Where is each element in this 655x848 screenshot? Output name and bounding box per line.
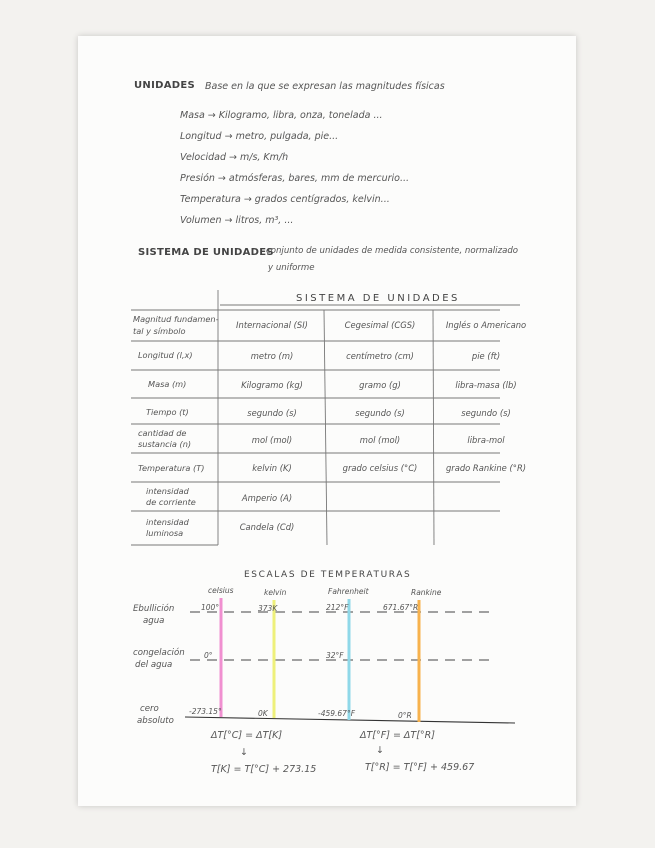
row-label-length: Longitud (l,x) — [138, 350, 193, 360]
row-label-mass: Masa (m) — [148, 379, 187, 389]
units-definition: Base en la que se expresan las magnitudes físicas — [205, 81, 445, 92]
cell-cgs-mass: gramo (g) — [359, 380, 401, 390]
units-item-temperature: Temperatura → grados centígrados, kelvin... — [180, 194, 390, 205]
row-label-substance-line-1: cantidad de — [138, 428, 187, 438]
scale-label-fahrenheit: Fahrenheit — [328, 587, 369, 596]
cell-si-mass: Kilogramo (kg) — [241, 380, 303, 390]
table-corner-line-1: Magnitud fundamen- — [133, 314, 219, 324]
value-fahrenheit-freeze: 32°F — [326, 651, 344, 660]
scale-label-celsius: celsius — [208, 586, 234, 595]
units-heading: UNIDADES — [134, 80, 195, 91]
value-kelvin-zero: 0K — [258, 709, 268, 718]
formula-delta-c-k: ΔT[°C] = ΔT[K] — [211, 730, 283, 741]
cell-cgs-length: centímetro (cm) — [346, 351, 414, 361]
units-item-volume: Volumen → litros, m³, ... — [180, 215, 294, 226]
cell-english-time: segundo (s) — [461, 408, 511, 418]
row-label-current-line-1: intensidad — [146, 486, 189, 496]
cell-si-time: segundo (s) — [247, 408, 297, 418]
units-item-velocity: Velocidad → m/s, Km/h — [180, 152, 289, 163]
cell-english-mass: libra-masa (lb) — [455, 380, 517, 390]
cell-cgs-time: segundo (s) — [355, 408, 405, 418]
header-english: Inglés o Americano — [445, 320, 527, 330]
cell-si-length: metro (m) — [250, 351, 294, 361]
arrow-down-icon: ↓ — [376, 745, 384, 756]
row-label-time: Tiempo (t) — [146, 407, 189, 417]
cell-cgs-substance: mol (mol) — [359, 435, 401, 445]
table-caption: SISTEMA DE UNIDADES — [296, 293, 460, 304]
row-boil-line-2: agua — [143, 616, 165, 626]
formula-delta-f-r: ΔT[°F] = ΔT[°R] — [360, 730, 435, 741]
row-label-luminous-line-1: intensidad — [146, 517, 189, 527]
cell-cgs-temperature: grado celsius (°C) — [342, 463, 418, 473]
scale-label-rankine: Rankine — [411, 588, 442, 597]
value-rankine-boil: 671.67°R — [383, 603, 419, 612]
system-heading: SISTEMA DE UNIDADES — [138, 247, 274, 258]
row-label-temperature: Temperatura (T) — [138, 463, 205, 473]
cell-english-temperature: grado Rankine (°R) — [445, 463, 527, 473]
row-label-current-line-2: de corriente — [146, 497, 196, 507]
arrow-down-icon: ↓ — [240, 747, 248, 758]
value-fahrenheit-boil: 212°F — [326, 603, 349, 612]
cell-si-current: Amperio (A) — [241, 493, 293, 503]
units-item-length: Longitud → metro, pulgada, pie... — [180, 131, 339, 142]
row-zero-line-1: cero — [140, 704, 159, 714]
row-freeze-line-2: del agua — [135, 660, 173, 670]
value-rankine-zero: 0°R — [398, 711, 412, 720]
cell-si-luminous: Candela (Cd) — [239, 522, 295, 532]
system-definition-1: conjunto de unidades de medida consistente, normalizado — [266, 246, 519, 256]
cell-si-temperature: kelvin (K) — [252, 463, 292, 473]
row-boil-line-1: Ebullición — [133, 604, 175, 614]
row-zero-line-2: absoluto — [137, 716, 174, 726]
value-celsius-boil: 100° — [201, 603, 220, 612]
table-corner-line-2: tal y símbolo — [133, 326, 186, 336]
header-si: Internacional (SI) — [236, 320, 308, 330]
row-label-luminous-line-2: luminosa — [146, 528, 184, 538]
value-kelvin-boil: 373K — [258, 604, 278, 613]
temps-title: ESCALAS DE TEMPERATURAS — [244, 570, 412, 580]
row-freeze-line-1: congelación — [133, 648, 185, 658]
value-fahrenheit-zero: -459.67°F — [318, 709, 356, 718]
cell-english-substance: libra-mol — [467, 435, 505, 445]
system-definition-2: y uniforme — [268, 263, 315, 273]
row-label-substance-line-2: sustancia (n) — [138, 439, 192, 449]
header-cgs: Cegesimal (CGS) — [344, 320, 416, 330]
value-celsius-zero: -273.15° — [189, 707, 222, 716]
units-item-pressure: Presión → atmósferas, bares, mm de mercurio... — [180, 173, 410, 184]
units-item-mass: Masa → Kilogramo, libra, onza, tonelada ... — [180, 110, 383, 121]
scale-label-kelvin: kelvin — [264, 588, 287, 597]
formula-rankine-from-fahrenheit: T[°R] = T[°F] + 459.67 — [365, 762, 475, 773]
cell-si-substance: mol (mol) — [251, 435, 293, 445]
value-celsius-freeze: 0° — [204, 651, 213, 660]
formula-kelvin-from-celsius: T[K] = T[°C] + 273.15 — [211, 764, 317, 775]
cell-english-length: pie (ft) — [471, 351, 501, 361]
